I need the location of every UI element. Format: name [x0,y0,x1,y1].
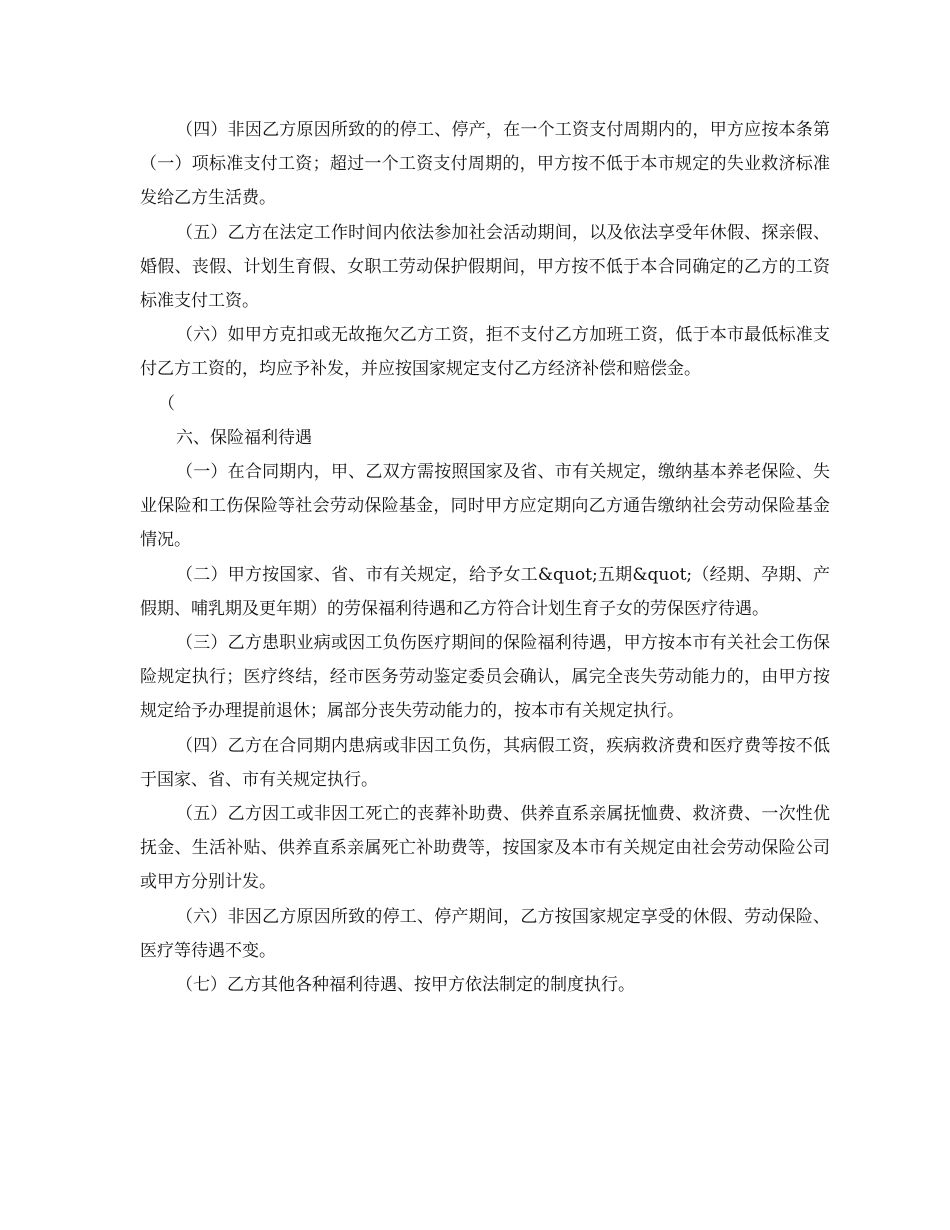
paragraph-death-benefits: （五）乙方因工或非因工死亡的丧葬补助费、供养直系亲属抚恤费、救济费、一次性优抚金、生活补贴、供养直系亲属死亡补助费等，按国家及本市有关规定由社会劳动保险公司或甲方分别计发。 [140,804,830,893]
document-body [140,113,830,1002]
paragraph-wage-stoppage: （四）非因乙方原因所致的的停工、停产，在一个工资支付周期内的，甲方应按本条第（一）项标准支付工资；超过一个工资支付周期的，甲方按不低于本市规定的失业救济标准发给乙方生活费。 [140,120,830,209]
paragraph-other-welfare: （七）乙方其他各种福利待遇、按甲方依法制定的制度执行。 [176,975,635,996]
stray-bracket: （ [158,393,175,414]
paragraph-female-worker-benefits: （二）甲方按国家、省、市有关规定，给予女工&quot;五期&quot;（经期、孕期、产假期、哺乳期及更年期）的劳保福利待遇和乙方符合计划生育子女的劳保医疗待遇。 [140,564,830,619]
paragraph-wage-arrears: （六）如甲方克扣或无故拖欠乙方工资，拒不支付乙方加班工资，低于本市最低标准支付乙方工资的，均应予补发，并应按国家规定支付乙方经济补偿和赔偿金。 [140,325,830,380]
paragraph-wage-social-leave: （五）乙方在法定工作时间内依法参加社会活动期间，以及依法享受年休假、探亲假、婚假、丧假、计划生育假、女职工劳动保护假期间，甲方按不低于本合同确定的乙方的工资标准支付工资。 [140,222,830,312]
paragraph-insurance-contribution: （一）在合同期内，甲、乙双方需按照国家及省、市有关规定，缴纳基本养老保险、失业保险和工伤保险等社会劳动保险基金，同时甲方应定期向乙方通告缴纳社会劳动保险基金情况。 [140,462,830,551]
paragraph-stoppage-benefits: （六）非因乙方原因所致的停工、停产期间，乙方按国家规定享受的休假、劳动保险、医疗等待遇不变。 [140,906,830,961]
paragraph-sick-leave: （四）乙方在合同期内患病或非因工负伤，其病假工资，疾病救济费和医疗费等按不低于国家、省、市有关规定执行。 [140,735,830,790]
section-heading-insurance-welfare: 六、保险福利待遇 [176,427,312,448]
paragraph-occupational-injury: （三）乙方患职业病或因工负伤医疗期间的保险福利待遇，甲方按本市有关社会工伤保险规定执行；医疗终结，经市医务劳动鉴定委员会确认，属完全丧失劳动能力的，由甲方按规定给予办理提前退休；属部分丧失劳动能力的，按本市有关规定执行。 [140,633,830,722]
